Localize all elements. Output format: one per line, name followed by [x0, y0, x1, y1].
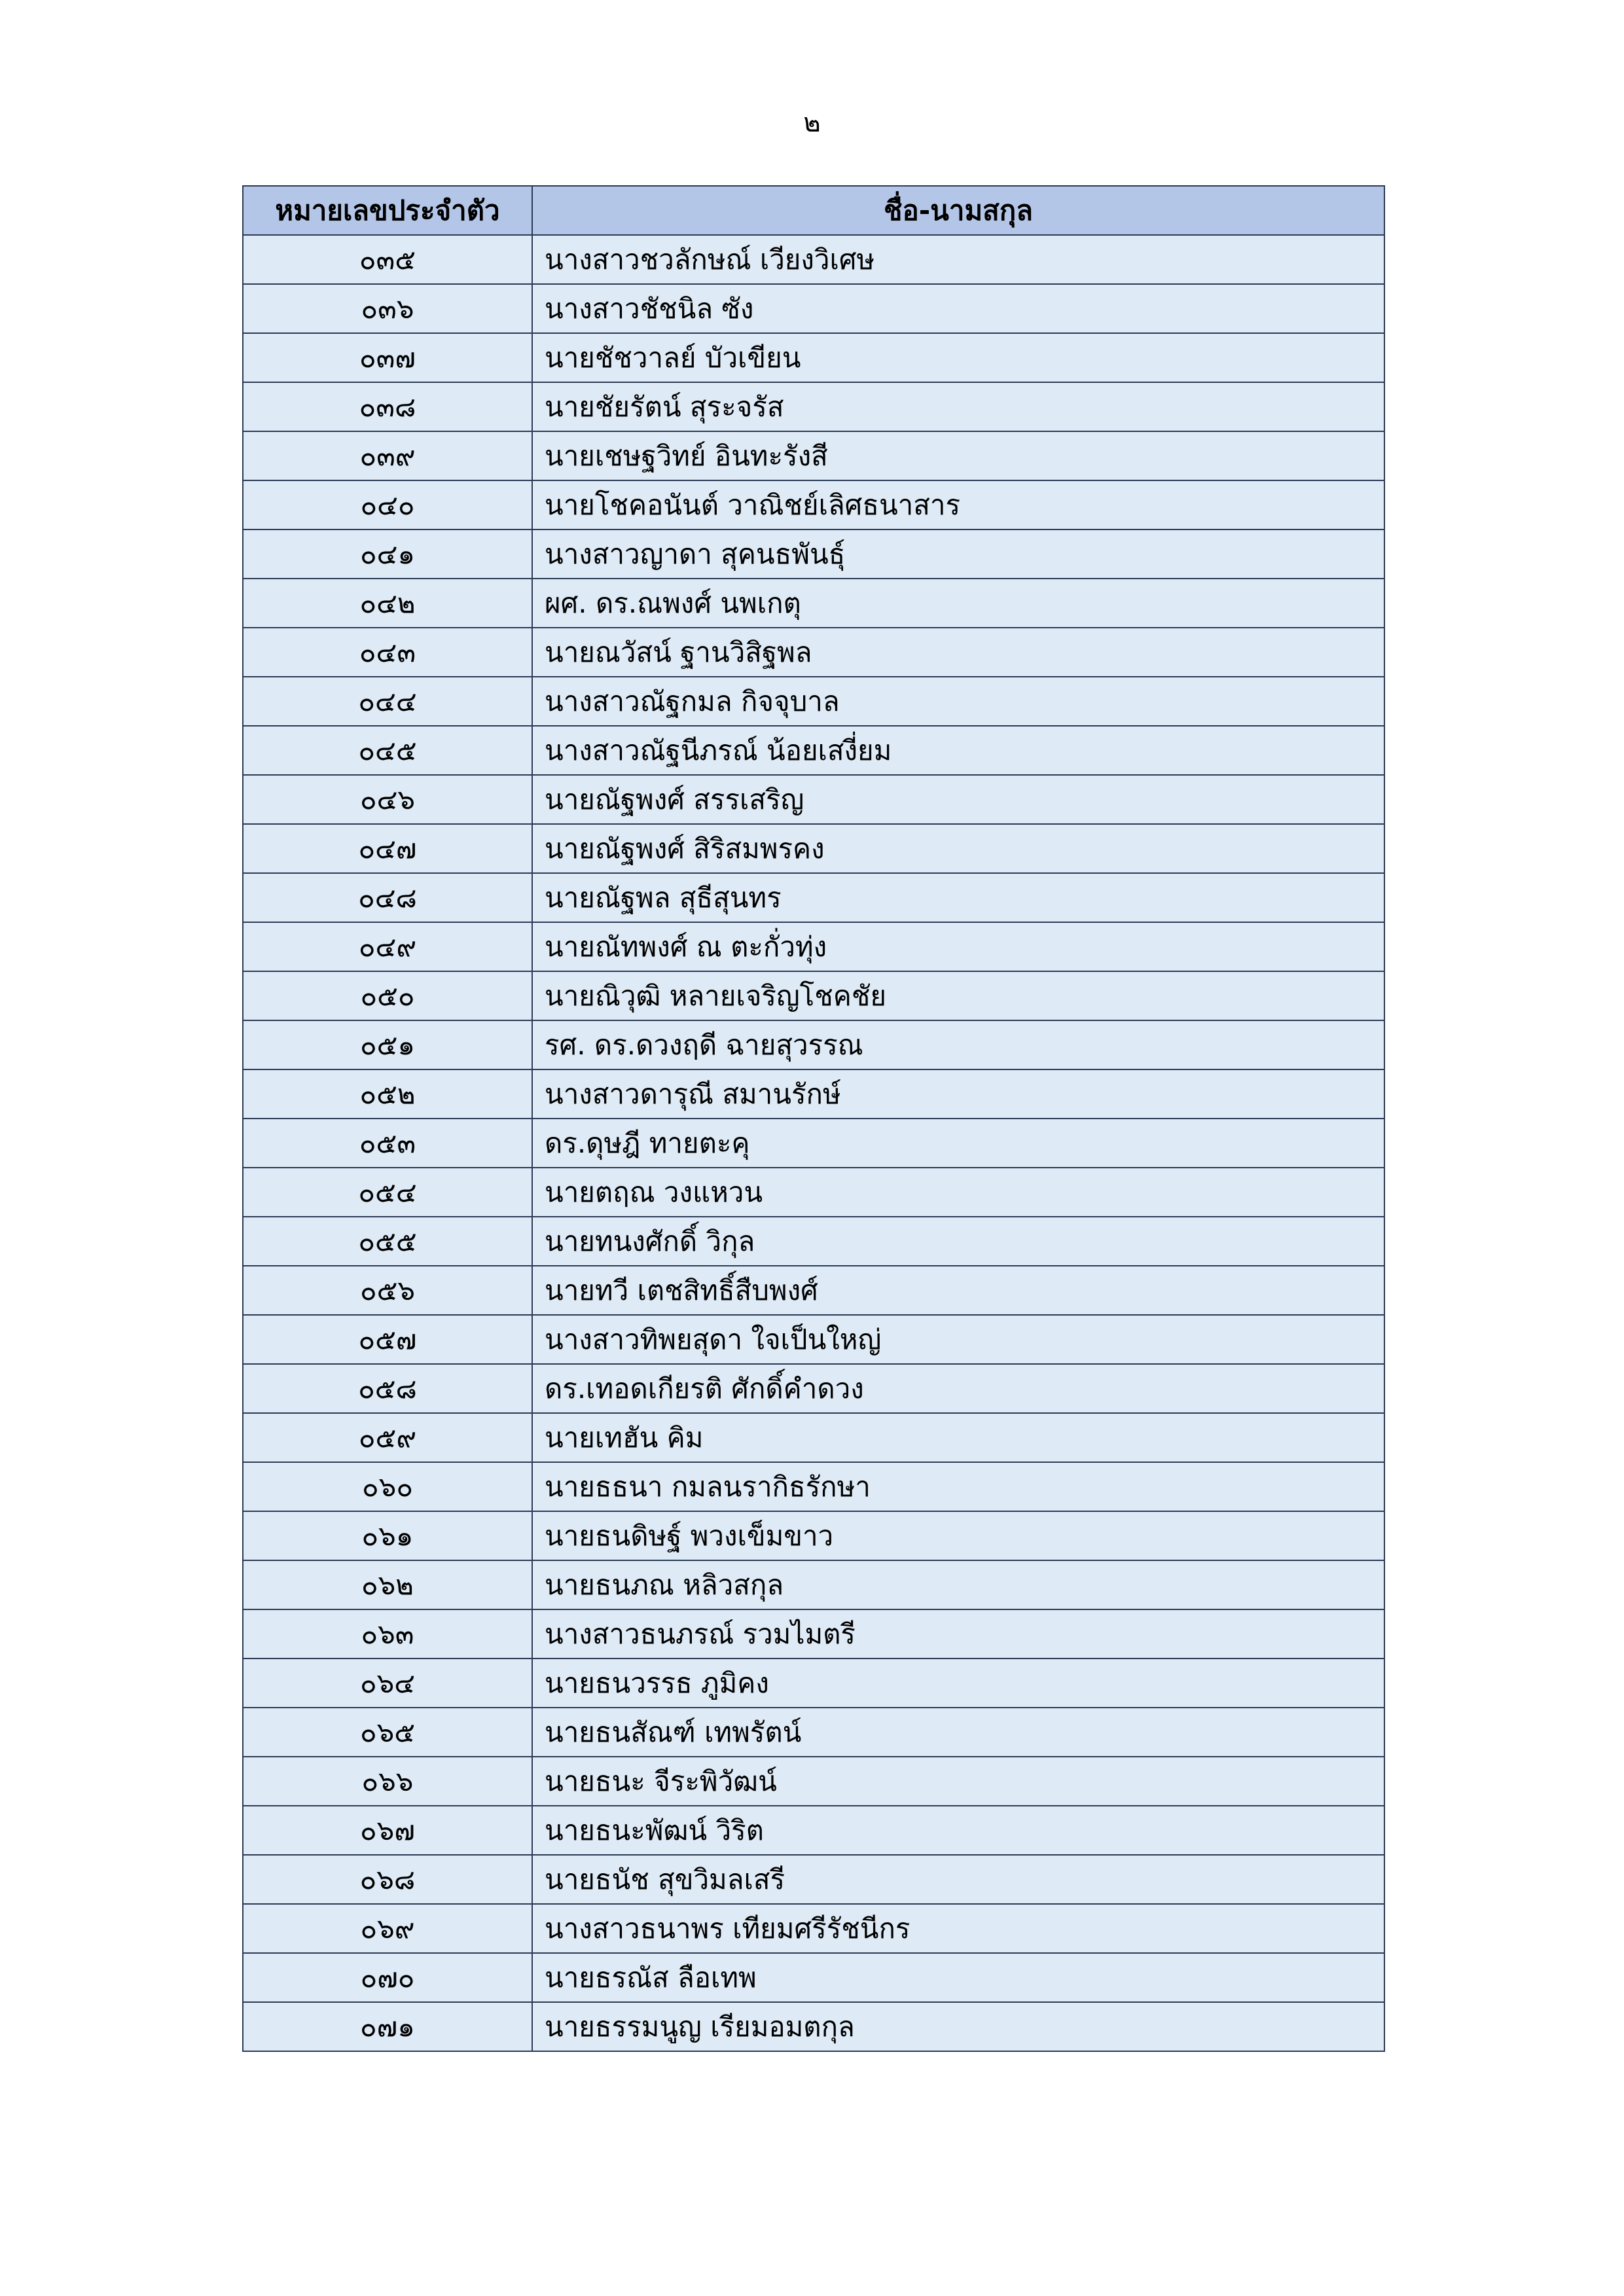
table-row	[243, 1266, 1384, 1315]
table-row	[243, 1020, 1384, 1069]
id-cell: ๐๕๙	[243, 1413, 532, 1462]
id-cell: ๐๔๑	[243, 529, 532, 579]
name-cell: ดร.เทอดเกียรติ ศักดิ์คำดวง	[532, 1364, 1384, 1413]
id-cell: ๐๔๒	[243, 579, 532, 628]
table-row	[243, 1119, 1384, 1168]
id-cell: ๐๓๖	[243, 284, 532, 333]
table-row	[243, 480, 1384, 529]
id-cell: ๐๗๑	[243, 2002, 532, 2051]
name-cell: ดร.ดุษฎี ทายตะคุ	[532, 1119, 1384, 1168]
id-cell: ๐๓๗	[243, 333, 532, 382]
name-cell: นางสาวดารุณี สมานรักษ์	[532, 1069, 1384, 1119]
id-cell: ๐๔๐	[243, 480, 532, 529]
name-cell: นายธนัช สุขวิมลเสรี	[532, 1855, 1384, 1904]
table-row	[243, 1069, 1384, 1119]
table-row	[243, 1855, 1384, 1904]
table-row	[243, 1364, 1384, 1413]
roster-table	[242, 185, 1385, 2052]
id-cell: ๐๔๘	[243, 873, 532, 922]
name-cell: นายธธนา กมลนรากิธรักษา	[532, 1462, 1384, 1511]
table-body	[243, 235, 1384, 2051]
table-row	[243, 677, 1384, 726]
id-cell: ๐๖๗	[243, 1806, 532, 1855]
id-cell: ๐๖๐	[243, 1462, 532, 1511]
name-cell: นายธนดิษฐ์ พวงเข็มขาว	[532, 1511, 1384, 1560]
name-cell: นางสาวชวลักษณ์ เวียงวิเศษ	[532, 235, 1384, 284]
id-cell: ๐๕๑	[243, 1020, 532, 1069]
table-row	[243, 1315, 1384, 1364]
id-cell: ๐๔๙	[243, 922, 532, 971]
name-cell: นายตฤณ วงแหวน	[532, 1168, 1384, 1217]
name-cell: รศ. ดร.ดวงฤดี ฉายสุวรรณ	[532, 1020, 1384, 1069]
table-row	[243, 971, 1384, 1020]
table-row	[243, 628, 1384, 677]
table-row	[243, 579, 1384, 628]
name-cell: นายธนภณ หลิวสกุล	[532, 1560, 1384, 1609]
id-cell: ๐๕๘	[243, 1364, 532, 1413]
name-cell: นายทวี เตชสิทธิ์สืบพงศ์	[532, 1266, 1384, 1315]
table-row	[243, 1708, 1384, 1757]
name-cell: นายธรณัส ลือเทพ	[532, 1953, 1384, 2002]
name-cell: นายณิวุฒิ หลายเจริญโชคชัย	[532, 971, 1384, 1020]
id-cell: ๐๕๓	[243, 1119, 532, 1168]
id-cell: ๐๖๕	[243, 1708, 532, 1757]
id-cell: ๐๖๑	[243, 1511, 532, 1560]
table-row	[243, 1609, 1384, 1659]
id-cell: ๐๖๙	[243, 1904, 532, 1953]
id-cell: ๐๖๘	[243, 1855, 532, 1904]
table-row	[243, 1560, 1384, 1609]
id-cell: ๐๓๘	[243, 382, 532, 431]
name-cell: นางสาวชัชนิล ซัง	[532, 284, 1384, 333]
table-row	[243, 1168, 1384, 1217]
table-row	[243, 1462, 1384, 1511]
table-row	[243, 1757, 1384, 1806]
id-cell: ๐๓๙	[243, 431, 532, 480]
table-row	[243, 1953, 1384, 2002]
name-cell: นางสาวณัฐกมล กิจจุบาล	[532, 677, 1384, 726]
name-cell: นายโชคอนันต์ วาณิชย์เลิศธนาสาร	[532, 480, 1384, 529]
id-cell: ๐๗๐	[243, 1953, 532, 2002]
table-row	[243, 726, 1384, 775]
name-cell: นายธนะ จีระพิวัฒน์	[532, 1757, 1384, 1806]
table-row	[243, 1217, 1384, 1266]
id-cell: ๐๔๓	[243, 628, 532, 677]
name-cell: ผศ. ดร.ณพงศ์ นพเกตุ	[532, 579, 1384, 628]
table-row	[243, 824, 1384, 873]
id-cell: ๐๕๒	[243, 1069, 532, 1119]
table-row	[243, 775, 1384, 824]
name-cell: นายธนสัณฑ์ เทพรัตน์	[532, 1708, 1384, 1757]
name-cell: นายเชษฐวิทย์ อินทะรังสี	[532, 431, 1384, 480]
name-cell: นายชัชวาลย์ บัวเขียน	[532, 333, 1384, 382]
name-cell: นายณัทพงศ์ ณ ตะกั่วทุ่ง	[532, 922, 1384, 971]
name-cell: นางสาวญาดา สุคนธพันธุ์	[532, 529, 1384, 579]
id-cell: ๐๖๔	[243, 1659, 532, 1708]
name-cell: นายณัฐพล สุธีสุนทร	[532, 873, 1384, 922]
name-cell: นางสาวธนภรณ์ รวมไมตรี	[532, 1609, 1384, 1659]
name-cell: นายธนะพัฒน์ วิริต	[532, 1806, 1384, 1855]
name-cell: นายธรรมนูญ เรียมอมตกุล	[532, 2002, 1384, 2051]
id-cell: ๐๖๓	[243, 1609, 532, 1659]
name-cell: นายณวัสน์ ฐานวิสิฐพล	[532, 628, 1384, 677]
id-cell: ๐๓๕	[243, 235, 532, 284]
name-cell: นายชัยรัตน์ สุระจรัส	[532, 382, 1384, 431]
id-cell: ๐๔๕	[243, 726, 532, 775]
page-number: ๒	[803, 108, 821, 138]
id-cell: ๐๖๖	[243, 1757, 532, 1806]
table-row	[243, 1413, 1384, 1462]
id-cell: ๐๔๗	[243, 824, 532, 873]
table-row	[243, 529, 1384, 579]
id-cell: ๐๖๒	[243, 1560, 532, 1609]
id-cell: ๐๔๖	[243, 775, 532, 824]
table-row	[243, 333, 1384, 382]
table-row	[243, 431, 1384, 480]
header-row	[243, 186, 1384, 235]
table-row	[243, 284, 1384, 333]
table-row	[243, 2002, 1384, 2051]
name-cell: นายเทฮัน คิม	[532, 1413, 1384, 1462]
table-row	[243, 1659, 1384, 1708]
name-cell: นายทนงศักดิ์ วิกุล	[532, 1217, 1384, 1266]
table-row	[243, 1511, 1384, 1560]
id-cell: ๐๕๔	[243, 1168, 532, 1217]
id-cell: ๐๕๕	[243, 1217, 532, 1266]
id-cell: ๐๕๐	[243, 971, 532, 1020]
id-column-header: หมายเลขประจำตัว	[243, 186, 532, 235]
name-cell: นางสาวธนาพร เทียมศรีรัชนีกร	[532, 1904, 1384, 1953]
table-row	[243, 1904, 1384, 1953]
name-cell: นางสาวทิพยสุดา ใจเป็นใหญ่	[532, 1315, 1384, 1364]
name-cell: นายธนวรรธ ภูมิคง	[532, 1659, 1384, 1708]
name-cell: นายณัฐพงศ์ สรรเสริญ	[532, 775, 1384, 824]
table-header	[243, 186, 1384, 235]
name-column-header: ชื่อ-นามสกุล	[532, 186, 1384, 235]
table-row	[243, 873, 1384, 922]
table-row	[243, 382, 1384, 431]
name-cell: นางสาวณัฐนีภรณ์ น้อยเสงี่ยม	[532, 726, 1384, 775]
id-cell: ๐๔๔	[243, 677, 532, 726]
id-cell: ๐๕๗	[243, 1315, 532, 1364]
table-row	[243, 235, 1384, 284]
id-cell: ๐๕๖	[243, 1266, 532, 1315]
name-cell: นายณัฐพงศ์ สิริสมพรคง	[532, 824, 1384, 873]
table-row	[243, 1806, 1384, 1855]
table-row	[243, 922, 1384, 971]
